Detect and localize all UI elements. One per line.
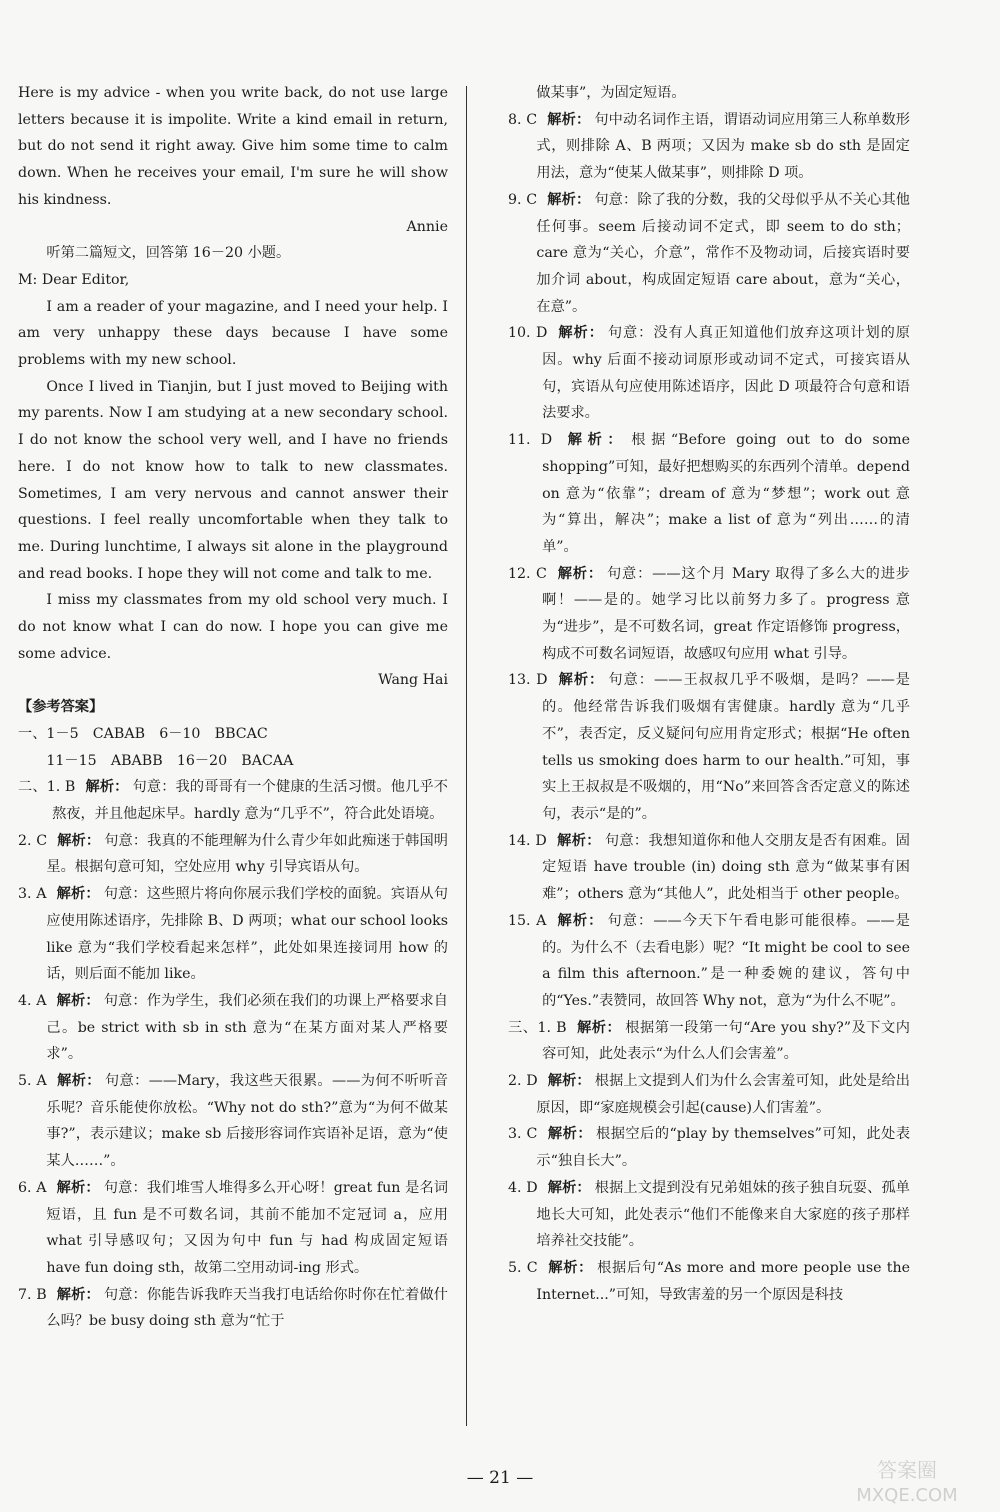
analysis-text: 根据“Before going out to do some shopping”可知，最好把想购买的东西列个清单。depend on 意为“依靠”；dream of 意为“梦想”；work out 意为“算出，解决”；make a list of 意为“列出……的清单”。 xyxy=(542,432,910,555)
answer-number: 5. A xyxy=(18,1073,47,1090)
analysis-text: 根据上文提到人们为什么会害羞可知，此处是给出原因，即“家庭规模会引起(cause)人们害羞”。 xyxy=(536,1073,910,1116)
answers-line-2: 11－15 ABABB 16－20 BACAA xyxy=(18,752,294,769)
answer-item xyxy=(18,774,448,827)
column-divider xyxy=(466,86,467,1426)
answer-number: 10. D xyxy=(508,325,548,342)
answer-item xyxy=(508,107,910,187)
left-answer-items xyxy=(18,774,448,1335)
analysis-label: 解析： xyxy=(85,779,129,796)
analysis-label: 解析： xyxy=(547,1179,591,1196)
analysis-label: 解析： xyxy=(556,565,603,582)
analysis-text: 句意：我的哥哥有一个健康的生活习惯。他几乎不熬夜，并且他起床早。hardly 意为“几乎不”，符合此处语境。 xyxy=(52,779,448,822)
answer-number: 9. C xyxy=(508,191,538,208)
svg-text:MXQE.COM: MXQE.COM xyxy=(856,1485,958,1506)
answer-item xyxy=(508,908,910,1015)
answer-number: 4. A xyxy=(18,992,47,1009)
answer-item xyxy=(508,828,910,908)
analysis-label: 解析： xyxy=(547,111,591,128)
right-column xyxy=(508,80,910,1308)
answer-number: 7. B xyxy=(18,1286,47,1303)
analysis-label: 解析： xyxy=(556,832,601,849)
answer-number: 12. C xyxy=(508,565,547,582)
left-column xyxy=(18,80,448,1335)
answer-item xyxy=(508,561,910,668)
answer-number: 6. A xyxy=(18,1179,47,1196)
analysis-text: 句意：我真的不能理解为什么青少年如此痴迷于韩国明星。根据句意可知，空处应用 why 引导宾语从句。 xyxy=(46,832,448,876)
answer-number: 13. D xyxy=(508,672,548,689)
analysis-label: 解析： xyxy=(562,432,628,449)
answer-item xyxy=(508,1068,910,1121)
answer-item xyxy=(508,187,910,321)
watermark-logo-icon xyxy=(822,1455,992,1507)
answer-item xyxy=(508,667,910,827)
answer-number: 5. C xyxy=(508,1259,538,1276)
analysis-text: 句意：除了我的分数，我的父母似乎从不关心其他任何事。seem 后接动词不定式，即 seem to do sth；care 意为“关心，介意”，常作不及物动词，后接宾语时要加介词 about，构成固定短语 care about，意为“关心，在意”。 xyxy=(536,191,910,315)
analysis-label: 解析： xyxy=(547,1073,591,1090)
answer-number: 二、1. B xyxy=(18,779,76,796)
answer-item xyxy=(508,320,910,427)
answer-item xyxy=(18,828,448,881)
analysis-label: 解析： xyxy=(557,325,604,342)
passage-intro: 听第二篇短文，回答第 16－20 小题。 xyxy=(46,245,291,262)
svg-text:答案圈: 答案圈 xyxy=(877,1458,937,1482)
answers-line-1: 一、1－5 CABAB 6－10 BBCAC xyxy=(18,725,268,742)
page-number: — 21 — xyxy=(466,1468,534,1488)
analysis-text: 句意：我想知道你和他人交朋友是否有困难。固定短语 have trouble (in) doing sth 意为“做某事有困难”；others 意为“其他人”，此处相当于 other people。 xyxy=(542,832,910,903)
answer-item xyxy=(508,1121,910,1174)
salutation: M: Dear Editor, xyxy=(18,271,130,288)
answer-number: 4. D xyxy=(508,1179,538,1196)
analysis-text: 根据第一段第一句“Are you shy?”及下文内容可知，此处表示“为什么人们会害羞”。 xyxy=(542,1019,910,1063)
answer-item xyxy=(18,988,448,1068)
analysis-label: 解析： xyxy=(576,1019,622,1036)
analysis-text: 句意：——Mary，我这些天很累。——为何不听听音乐呢？音乐能使你放松。“Why not do sth?”意为“为何不做某事?”，表示建议；make sb 后接形容词作宾语补足语，意为“使某人……”。 xyxy=(46,1073,448,1170)
answer-item xyxy=(508,427,910,561)
right-answer-items xyxy=(508,107,910,1309)
answer-item xyxy=(18,1282,448,1335)
letter-paragraph-2: Once I lived in Tianjin, but I just moved to Beijing with my parents. Now I am studying at a new secondary school. I do not know the school very well, and I have no friends here. I do not know how to talk to new classmates. Sometimes, I am very nervous and cannot answer their questions. I feel really uncomfortable when they talk to me. During lunchtime, I always sit alone in the playground and read books. I hope they will not come and talk to me. xyxy=(18,378,448,582)
analysis-text: 句意：作为学生，我们必须在我们的功课上严格要求自己。be strict with sb in sth 意为“在某方面对某人严格要求”。 xyxy=(46,992,448,1063)
analysis-label: 解析： xyxy=(56,886,100,903)
answers-heading: 【参考答案】 xyxy=(18,699,104,716)
analysis-text: 根据上文提到没有兄弟姐妹的孩子独自玩耍、孤单地长大可知，此处表示“他们不能像来自大家庭的孩子那样培养社交技能”。 xyxy=(536,1179,910,1250)
analysis-text: 句意：我们堆雪人堆得多么开心呀！great fun 是名词短语，且 fun 是不可数名词，其前不能加不定冠词 a，应用 what 引导感叹句；又因为句中 fun 与 had 构成固定短语 have fun doing sth，故第二空用动词-ing 形式。 xyxy=(46,1179,449,1276)
signature-wang-hai: Wang Hai xyxy=(378,672,448,689)
letter-paragraph-3: I miss my classmates from my old school very much. I do not know what I can do now. I hope you can give me some advice. xyxy=(18,592,448,662)
answer-item xyxy=(508,1255,910,1308)
answer-item xyxy=(18,1068,448,1175)
analysis-label: 解析： xyxy=(556,912,604,929)
analysis-label: 解析： xyxy=(56,1286,100,1303)
answer-number: 2. D xyxy=(508,1073,538,1090)
answer-number: 3. A xyxy=(18,886,47,903)
answer-number: 14. D xyxy=(508,832,547,849)
analysis-label: 解析： xyxy=(547,191,591,208)
answer-item xyxy=(508,1015,910,1068)
signature-annie: Annie xyxy=(406,218,448,235)
analysis-label: 解析： xyxy=(547,1259,594,1276)
answer-number: 8. C xyxy=(508,111,538,128)
analysis-text: 句意：你能告诉我昨天当我打电话给你时你在忙着做什么吗？be busy doing sth 意为“忙于 xyxy=(46,1286,448,1330)
answer-number: 3. C xyxy=(508,1126,538,1143)
answer-number: 15. A xyxy=(508,912,547,929)
analysis-text: 句意：——今天下午看电影可能很棒。——是的。为什么不（去看电影）呢？“It might be cool to see a film this afternoon.”是一种委婉的建议，答句中的“Yes.”表赞同，故回答 Why not，意为“为什么不呢”。 xyxy=(542,912,910,1009)
answer-item xyxy=(18,881,448,988)
advice-paragraph: Here is my advice - when you write back, do not use large letters because it is impolite. Write a kind email in return, but do not send it right away. Give him some time to calm down. When he receives your email, I'm sure he will show his kindness. xyxy=(18,85,448,208)
answer-number: 三、1. B xyxy=(508,1019,567,1036)
analysis-label: 解析： xyxy=(56,992,100,1009)
answer-number: 2. C xyxy=(18,832,48,849)
answer-item xyxy=(18,1175,448,1282)
analysis-label: 解析： xyxy=(56,1073,101,1090)
answer-number: 11. D xyxy=(508,432,553,449)
analysis-text: 句意：——这个月 Mary 取得了多么大的进步啊！——是的。她学习比以前努力多了。progress 意为“进步”，是不可数名词，great 作定语修饰 progress，构成不可数名词短语，故感叹句应用 what 引导。 xyxy=(542,565,910,662)
continuation-text: 做某事”，为固定短语。 xyxy=(536,85,686,101)
letter-paragraph-1: I am a reader of your magazine, and I need your help. I am very unhappy these days because I have some problems with my new school. xyxy=(18,298,448,369)
analysis-label: 解析： xyxy=(56,1179,100,1196)
analysis-text: 根据空后的“play by themselves”可知，此处表示“独自长大”。 xyxy=(536,1126,911,1170)
analysis-label: 解析： xyxy=(57,832,101,849)
analysis-text: 句意：没有人真正知道他们放弃这项计划的原因。why 后面不接动词原形或动词不定式，可接宾语从句，宾语从句应使用陈述语序，因此 D 项最符合句意和语法要求。 xyxy=(542,325,910,422)
analysis-text: 根据后句“As more and more people use the Internet...”可知，导致害羞的另一个原因是科技 xyxy=(536,1259,910,1303)
analysis-text: 句意：这些照片将向你展示我们学校的面貌。宾语从句应使用陈述语序，先排除 B、D 两项；what our school looks like 意为“我们学校看起来怎样”，此处如果连接词用 how 的话，则后面不能加 like。 xyxy=(46,886,448,983)
analysis-label: 解析： xyxy=(557,672,605,689)
answer-item xyxy=(508,1175,910,1255)
analysis-label: 解析： xyxy=(547,1126,593,1143)
analysis-text: 句意：——王叔叔几乎不吸烟，是吗？——是的。他经常告诉我们吸烟有害健康。hardly 意为“几乎不”，表否定，反义疑问句应用肯定形式；根据“He often tells us smoking does harm to our health.”可知，事实上王叔叔是不吸烟的，用“No”来回答含否定意义的陈述句，表示“是的”。 xyxy=(542,672,910,822)
analysis-text: 句中动名词作主语，谓语动词应用第三人称单数形式，则排除 A、B 两项；又因为 make sb do sth 是固定用法，意为“使某人做某事”，则排除 D 项。 xyxy=(536,111,910,182)
